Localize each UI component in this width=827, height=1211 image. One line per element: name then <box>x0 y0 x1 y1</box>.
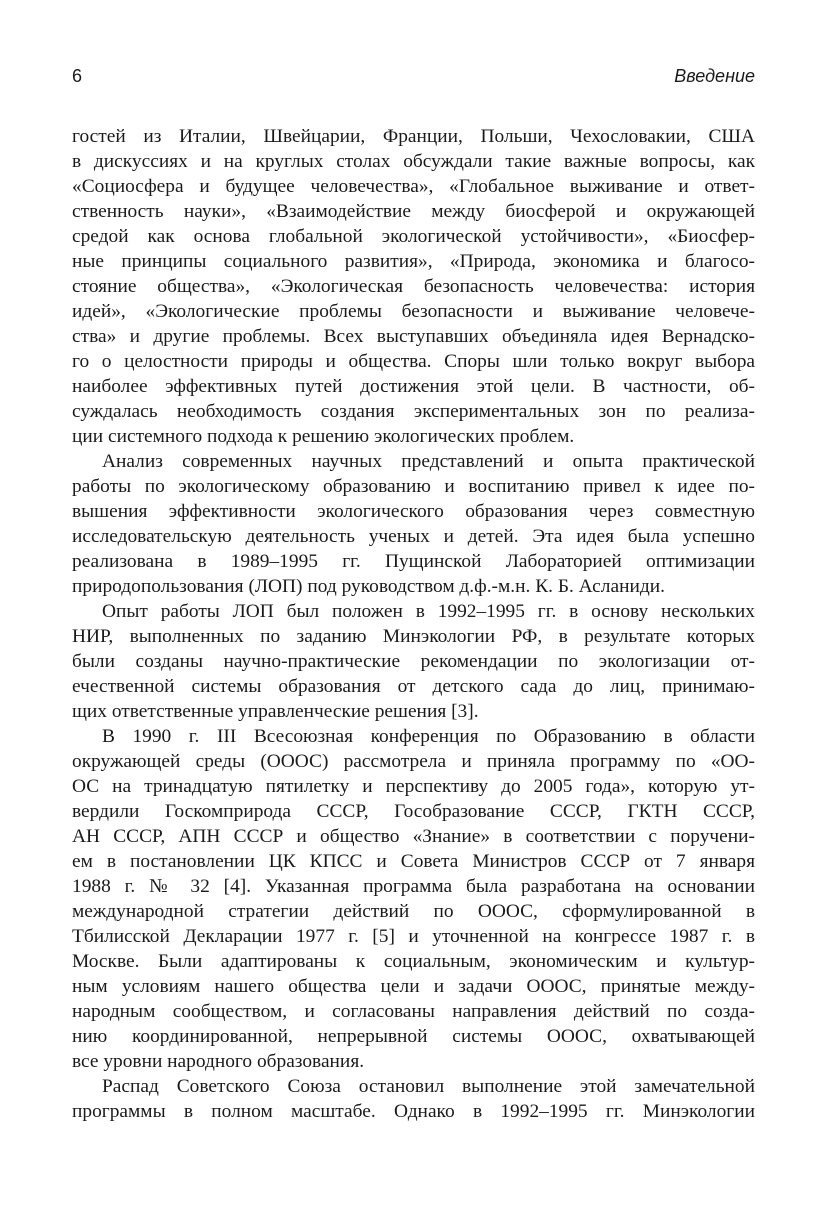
text-line: Москве. Были адаптированы к социальным, экономическим и культур- <box>72 951 755 972</box>
text-line: окружающей среды (ОООС) рассмотрела и приняла программу по «ОО- <box>72 751 755 772</box>
text-line: Распад Советского Союза остановил выполнение этой замечательной <box>102 1076 755 1097</box>
text-line: исследовательскую деятельность ученых и детей. Эта идея была успешно <box>72 526 755 547</box>
paragraph <box>72 124 755 449</box>
text-line: реализована в 1989–1995 гг. Пущинской Лабораторией оптимизации <box>72 551 755 572</box>
text-line: 1988 г. № 32 [4]. Указанная программа была разработана на основании <box>72 876 755 897</box>
text-line: стояние общества», «Экологическая безопасность человечества: история <box>72 276 755 297</box>
text-line: Опыт работы ЛОП был положен в 1992–1995 гг. в основу нескольких <box>102 601 755 622</box>
text-body <box>72 124 755 1124</box>
text-line: вышения эффективности экологического образования через совместную <box>72 501 755 522</box>
text-line: идей», «Экологические проблемы безопасности и выживание человече- <box>72 301 755 322</box>
text-line: го о целостности природы и общества. Споры шли только вокруг выбора <box>72 351 755 372</box>
text-line: ем в постановлении ЦК КПСС и Совета Министров СССР от 7 января <box>72 851 755 872</box>
text-line: ечественной системы образования от детского сада до лиц, принимаю- <box>72 676 755 697</box>
paragraph <box>72 724 755 1074</box>
text-line: В 1990 г. III Всесоюзная конференция по Образованию в области <box>102 726 755 747</box>
text-line: наиболее эффективных путей достижения этой цели. В частности, об- <box>72 376 755 397</box>
text-line: «Социосфера и будущее человечества», «Глобальное выживание и ответ- <box>72 176 755 197</box>
text-line: средой как основа глобальной экологической устойчивости», «Биосфер- <box>72 226 755 247</box>
text-line: нию координированной, непрерывной системы ОООС, охватывающей <box>72 1026 755 1047</box>
text-line: ные принципы социального развития», «Природа, экономика и благосо- <box>72 251 755 272</box>
text-line: вердили Госкомприрода СССР, Гособразование СССР, ГКТН СССР, <box>72 801 755 822</box>
text-line: международной стратегии действий по ОООС, сформулированной в <box>72 901 755 922</box>
running-title: Введение <box>674 66 755 86</box>
text-line: были созданы научно-практические рекомендации по экологизации от- <box>72 651 755 672</box>
text-line: Анализ современных научных представлений и опыта практической <box>102 451 755 472</box>
text-line: ОС на тринадцатую пятилетку и перспективу до 2005 года», которую ут- <box>72 776 755 797</box>
text-line: программы в полном масштабе. Однако в 1992–1995 гг. Минэкологии <box>72 1101 755 1122</box>
paragraph <box>72 449 755 599</box>
paragraph <box>72 599 755 724</box>
paragraph <box>72 1074 755 1124</box>
text-line: ции системного подхода к решению экологических проблем. <box>72 426 575 447</box>
text-line: Тбилисской Декларации 1977 г. [5] и уточненной на конгрессе 1987 г. в <box>72 926 755 947</box>
text-line: щих ответственные управленческие решения [3]. <box>72 701 479 722</box>
page-number: 6 <box>72 66 83 86</box>
text-line: ственность науки», «Взаимодействие между биосферой и окружающей <box>72 201 755 222</box>
page-header <box>72 66 755 94</box>
text-line: ным условиям нашего общества цели и задачи ОООС, принятые между- <box>72 976 755 997</box>
text-line: народным сообществом, и согласованы направления действий по созда- <box>72 1001 755 1022</box>
text-line: природопользования (ЛОП) под руководством д.ф.-м.н. К. Б. Асланиди. <box>72 576 665 597</box>
text-line: гостей из Италии, Швейцарии, Франции, Польши, Чехословакии, США <box>72 126 755 147</box>
text-line: в дискуссиях и на круглых столах обсуждали такие важные вопросы, как <box>72 151 755 172</box>
text-line: ства» и другие проблемы. Всех выступавших объединяла идея Вернадско- <box>72 326 755 347</box>
text-line: работы по экологическому образованию и воспитанию привел к идее по- <box>72 476 755 497</box>
text-line: НИР, выполненных по заданию Минэкологии РФ, в результате которых <box>72 626 755 647</box>
text-line: АН СССР, АПН СССР и общество «Знание» в соответствии с поручени- <box>72 826 755 847</box>
text-line: суждалась необходимость создания экспериментальных зон по реализа- <box>72 401 755 422</box>
text-line: все уровни народного образования. <box>72 1051 365 1072</box>
